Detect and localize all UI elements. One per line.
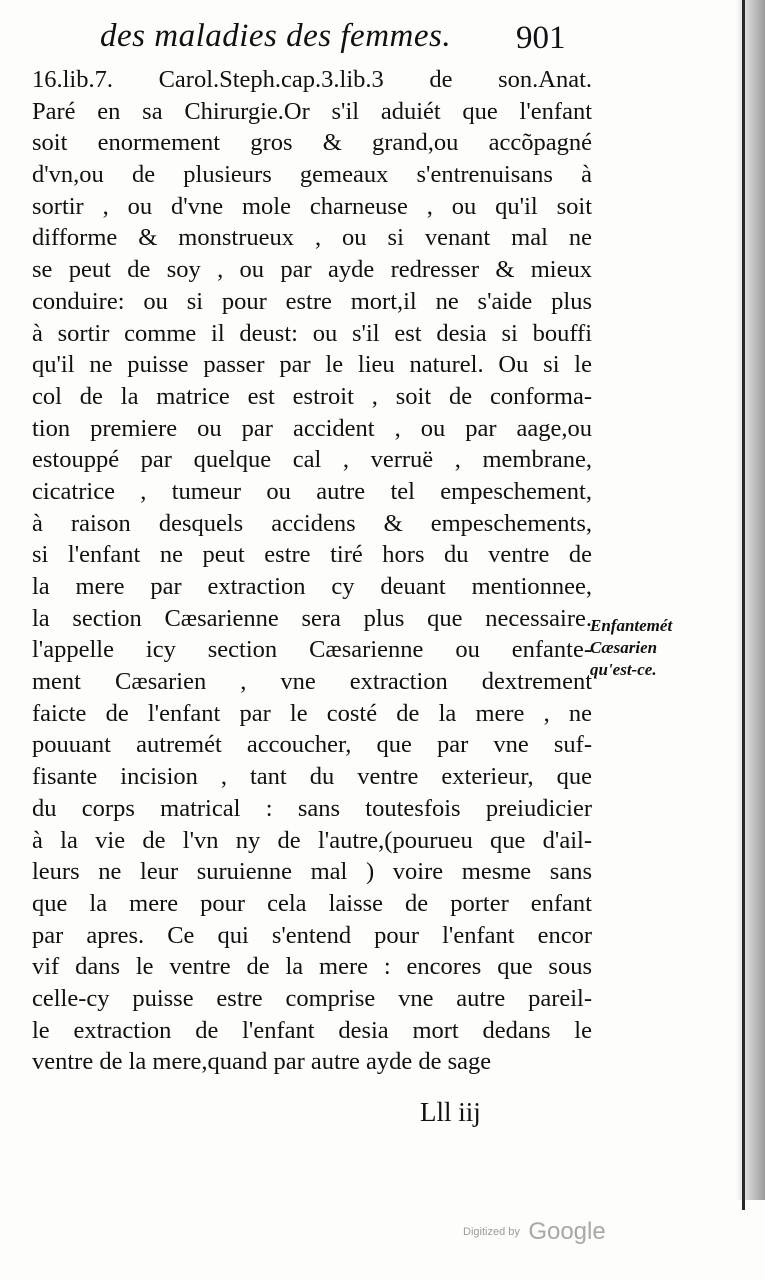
page-edge-shadow	[735, 0, 765, 1200]
text-line: la section Cæsarienne sera plus que necessaire.	[32, 604, 592, 632]
text-line: difforme & monstrueux , ou si venant mal ne	[32, 224, 592, 252]
watermark-prefix: Digitized by	[463, 1226, 520, 1238]
text-line: qu'il ne puisse passer par le lieu naturel. Ou si le	[32, 351, 592, 379]
text-line: d'vn,ou de plusieurs gemeaux s'entrenuisans à	[32, 161, 592, 189]
text-line: pouuant autremét accoucher, que par vne suf-	[32, 731, 592, 759]
margin-note-line: qu'est-ce.	[590, 660, 657, 679]
text-line: col de la matrice est estroit , soit de conforma-	[32, 382, 592, 410]
text-line: 16.lib.7. Carol.Steph.cap.3.lib.3 de son.Anat.	[32, 66, 592, 93]
margin-note	[590, 615, 740, 681]
text-line: fisante incision , tant du ventre exterieur, que	[32, 763, 592, 791]
text-line: soit enormement gros & grand,ou accõpagné	[32, 129, 592, 157]
text-line: à sortir comme il deust: ou s'il est desia si bouffi	[32, 319, 592, 347]
digitized-watermark	[463, 1218, 606, 1246]
text-line: l'appelle icy section Cæsarienne ou enfante-	[32, 636, 592, 664]
signature-mark: Lll iij	[420, 1097, 481, 1127]
text-line: celle-cy puisse estre comprise vne autre pareil-	[32, 984, 592, 1012]
body-text	[32, 64, 592, 1078]
margin-note-line: Enfantemét	[590, 616, 673, 635]
margin-note-line: Cæsarien	[590, 638, 658, 657]
text-line: cicatrice , tumeur ou autre tel empeschement,	[32, 477, 592, 505]
text-line: leurs ne leur suruienne mal ) voire mesme sans	[32, 858, 592, 886]
text-line: vif dans le ventre de la mere : encores que sous	[32, 953, 592, 981]
text-line: faicte de l'enfant par le costé de la mere , ne	[32, 699, 592, 727]
text-line: que la mere pour cela laisse de porter enfant	[32, 889, 592, 917]
text-line: si l'enfant ne peut estre tiré hors du ventre de	[32, 541, 592, 569]
text-line: la mere par extraction cy deuant mentionnee,	[32, 573, 592, 600]
page-number: 901	[516, 20, 566, 56]
text-line: estouppé par quelque cal , verruë , membrane,	[32, 446, 592, 474]
running-head: des maladies des femmes.	[100, 18, 452, 54]
text-line: Paré en sa Chirurgie.Or s'il aduiét que l'enfant	[32, 97, 592, 125]
text-line: ment Cæsarien , vne extraction dextrement	[32, 668, 592, 696]
text-line: le extraction de l'enfant desia mort dedans le	[32, 1016, 592, 1044]
text-line: se peut de soy , ou par ayde redresser & mieux	[32, 256, 592, 284]
text-line: par apres. Ce qui s'entend pour l'enfant encor	[32, 921, 592, 949]
text-line: conduire: ou si pour estre mort,il ne s'aide plus	[32, 287, 592, 315]
text-line: sortir , ou d'vne mole charneuse , ou qu'il soit	[32, 192, 592, 220]
text-line: du corps matrical : sans toutesfois preiudicier	[32, 794, 592, 822]
text-line: ventre de la mere,quand par autre ayde de sage	[32, 1048, 492, 1076]
google-logo: Google	[528, 1218, 606, 1245]
text-line: à raison desquels accidens & empeschements,	[32, 509, 592, 537]
page-edge-line	[742, 0, 745, 1210]
text-line: à la vie de l'vn ny de l'autre,(pourueu que d'ail-	[32, 826, 592, 854]
text-line: tion premiere ou par accident , ou par aage,ou	[32, 414, 592, 442]
